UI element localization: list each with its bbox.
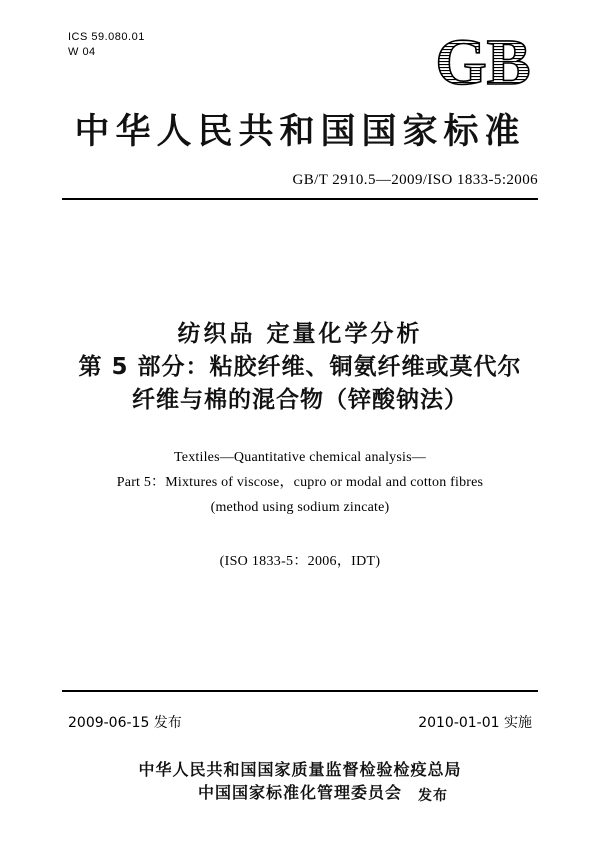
title-chinese [0,318,600,417]
implementation-date: 2010-01-01 实施 [418,715,532,731]
gb-national-standard-emblem-icon [428,28,538,90]
title-en-line-3: (method using sodium zincate) [210,500,390,515]
title-cn-line-1: 纺织品 定量化学分析 [177,321,423,347]
title-cn-line-2: 第 5 部分：粘胶纤维、铜氨纤维或莫代尔 [78,354,522,380]
national-standard-heading: 中华人民共和国国家标准 [74,112,526,152]
title-english [0,445,600,520]
issue-date: 2009-06-15 发布 [68,715,182,731]
iso-equivalence-reference: (ISO 1833-5：2006，IDT) [219,554,381,569]
divider-top [62,198,538,200]
publisher-line-2: 中国国家标准化管理委员会 [197,783,402,802]
publisher-line-1: 中华人民共和国国家质量监督检验检疫总局 [138,760,462,779]
svg-text:GB: GB [435,28,531,90]
publish-label: 发布 [418,788,448,804]
standard-number: GB/T 2910.5—2009/ISO 1833-5:2006 [292,172,538,188]
publisher-line-2-wrap [197,781,448,804]
publisher-block [0,758,600,804]
title-block [0,318,600,570]
title-en-line-2: Part 5：Mixtures of viscose，cupro or modal and cotton fibres [116,475,484,490]
date-row [68,712,532,732]
ics-code: ICS 59.080.01 [68,31,145,43]
title-cn-line-3: 纤维与棉的混合物（锌酸钠法） [132,387,468,413]
ics-classification-block [68,30,145,60]
ccs-code: W 04 [68,46,96,58]
divider-bottom [62,690,538,692]
title-en-line-1: Textiles—Quantitative chemical analysis— [174,450,426,465]
